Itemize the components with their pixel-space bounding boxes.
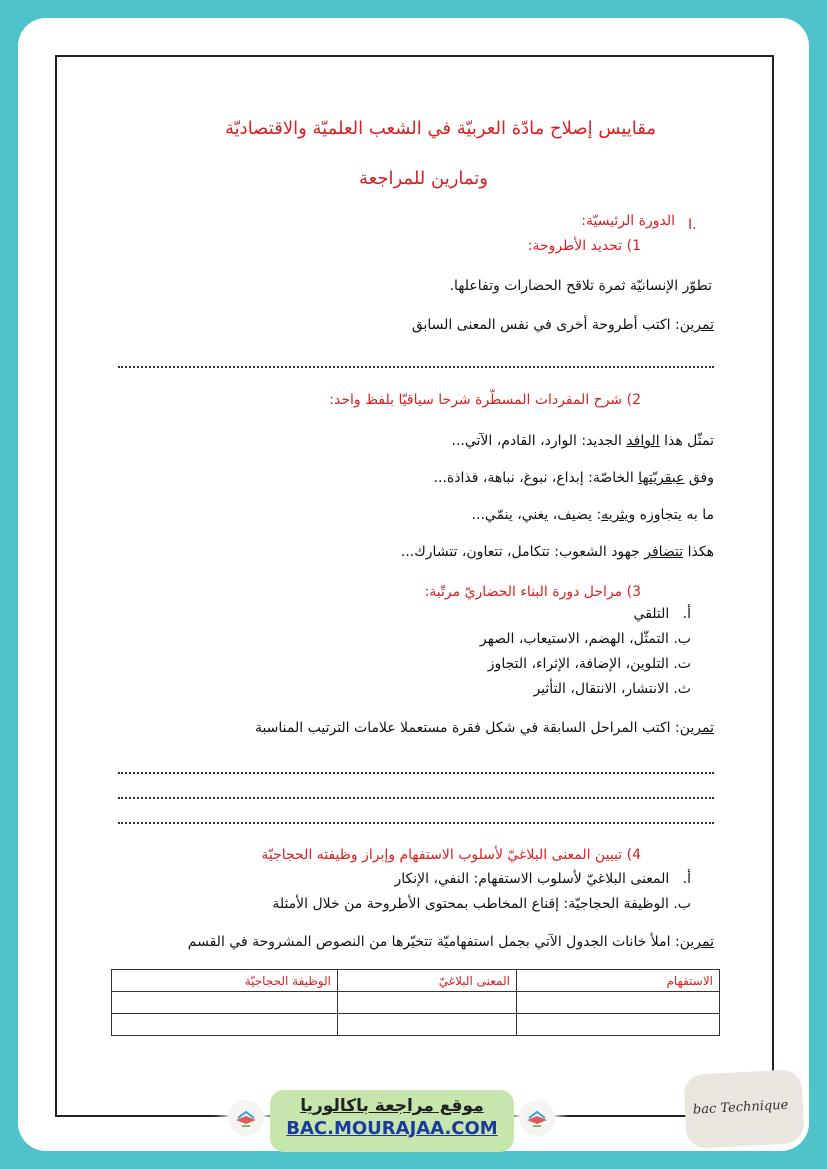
- site-name[interactable]: موقع مراجعة باكالوريا: [300, 1096, 484, 1116]
- list-item: [488, 656, 691, 672]
- part1-heading: 1) تحديد الأطروحة:: [527, 238, 641, 254]
- vocab-definition: الخاصّة: إبداع، نبوغ، نباهة، فذاذة...: [433, 470, 639, 486]
- table-cell[interactable]: [338, 992, 517, 1014]
- list-letter: ب.: [673, 896, 691, 912]
- table-row: [112, 992, 720, 1014]
- document-title-line1: مقاييس إصلاح مادّة العربيّة في الشعب العلميّة والاقتصاديّة: [225, 118, 656, 139]
- vocab-pre: هكذا: [683, 544, 714, 560]
- part4-heading: 4) تبيين المعنى البلاغيّ لأسلوب الاستفهام وإبراز وظيفته الحجاجيّة: [261, 847, 641, 863]
- vocab-word: الوافد: [626, 433, 660, 449]
- vocab-word: يثريه: [601, 507, 629, 523]
- site-banner[interactable]: [270, 1090, 514, 1152]
- list-letter: ث.: [673, 681, 691, 697]
- vocab-line: [401, 544, 714, 560]
- table-header-cell: الوظيفة الحجاجيّة: [112, 970, 338, 992]
- table-header-cell: المعنى البلاغيّ: [338, 970, 517, 992]
- list-item: [533, 681, 691, 697]
- part3-exercise: [255, 720, 714, 736]
- table-row: [112, 1014, 720, 1036]
- answer-table: [111, 969, 720, 1036]
- list-text: المعنى البلاغيّ لأسلوب الاستفهام: النفي، الإنكار: [394, 871, 670, 887]
- site-url-link[interactable]: BAC.MOURAJAA.COM: [286, 1118, 498, 1139]
- exercise-label: تمرين: [679, 720, 714, 736]
- exercise-label: تمرين: [679, 317, 714, 333]
- exercise-text: : اكتب أطروحة أخرى في نفس المعنى السابق: [411, 317, 680, 333]
- table-header-cell: الاستفهام: [517, 970, 720, 992]
- list-item: [394, 871, 691, 887]
- part3-heading: 3) مراحل دورة البناء الحضاريّ مرتّبة:: [424, 584, 641, 600]
- badge-text: bac Technique: [692, 1097, 789, 1118]
- vocab-word: عبقريّتها: [638, 470, 685, 486]
- part4-exercise: [188, 934, 714, 950]
- vocab-line: [472, 507, 714, 523]
- table-cell[interactable]: [112, 992, 338, 1014]
- list-letter: أ.: [682, 871, 691, 887]
- vocab-definition: جهود الشعوب: تتكامل، تتعاون، تتشارك...: [400, 544, 645, 560]
- list-item: [480, 631, 691, 647]
- table-cell[interactable]: [517, 992, 720, 1014]
- list-text: التلوين، الإضافة، الإثراء، التجاوز: [487, 656, 669, 672]
- table-header-row: [112, 970, 720, 992]
- list-text: الانتشار، الانتقال، التأثير: [533, 681, 669, 697]
- vocab-pre: تمثّل هذا: [659, 433, 714, 449]
- list-text: التلقي: [633, 606, 670, 622]
- exercise-text: : املأ خانات الجدول الآتي بجمل استفهاميّة تتخيّرها من النصوص المشروحة في القسم: [187, 934, 680, 950]
- answer-line: [118, 366, 714, 368]
- section-numeral: I.: [688, 217, 697, 233]
- part1-exercise: [412, 317, 714, 333]
- table-cell[interactable]: [338, 1014, 517, 1036]
- part1-thesis-text: تطوّر الإنسانيّة ثمرة تلاقح الحضارات وتفاعلها.: [449, 278, 712, 294]
- list-item: [272, 896, 691, 912]
- answer-line: [118, 772, 714, 774]
- exercise-label: تمرين: [679, 934, 714, 950]
- list-text: الوظيفة الحجاجيّة: إقناع المخاطب بمحتوى الأطروحة من خلال الأمثلة: [272, 896, 669, 912]
- vocab-line: [452, 433, 714, 449]
- list-letter: أ.: [682, 606, 691, 622]
- vocab-word: تتضافر: [644, 544, 684, 560]
- table-cell[interactable]: [112, 1014, 338, 1036]
- vocab-pre: ما به يتجاوزه و: [628, 507, 714, 523]
- part2-heading: 2) شرح المفردات المسطّرة شرحا سياقيّا بلفظ واحد:: [329, 392, 641, 408]
- bac-technique-badge: [683, 1069, 805, 1149]
- list-letter: ب.: [673, 631, 691, 647]
- list-letter: ت.: [673, 656, 691, 672]
- exercise-text: : اكتب المراحل السابقة في شكل فقرة مستعملا علامات الترتيب المناسبة: [254, 720, 680, 736]
- book-logo-icon: [519, 1100, 555, 1136]
- book-logo-icon: [228, 1100, 264, 1136]
- answer-line: [118, 822, 714, 824]
- document-title-line2: وتمارين للمراجعة: [359, 168, 488, 189]
- section-heading: الدورة الرئيسيّة:: [581, 213, 675, 229]
- list-text: التمثّل، الهضم، الاستيعاب، الصهر: [479, 631, 669, 647]
- vocab-definition: الجديد: الوارد، القادم، الآتي...: [451, 433, 627, 449]
- list-item: [634, 606, 691, 622]
- vocab-definition: : يضيف، يغني، ينمّي...: [471, 507, 602, 523]
- table-cell[interactable]: [517, 1014, 720, 1036]
- vocab-line: [434, 470, 714, 486]
- vocab-pre: وفق: [684, 470, 714, 486]
- answer-line: [118, 797, 714, 799]
